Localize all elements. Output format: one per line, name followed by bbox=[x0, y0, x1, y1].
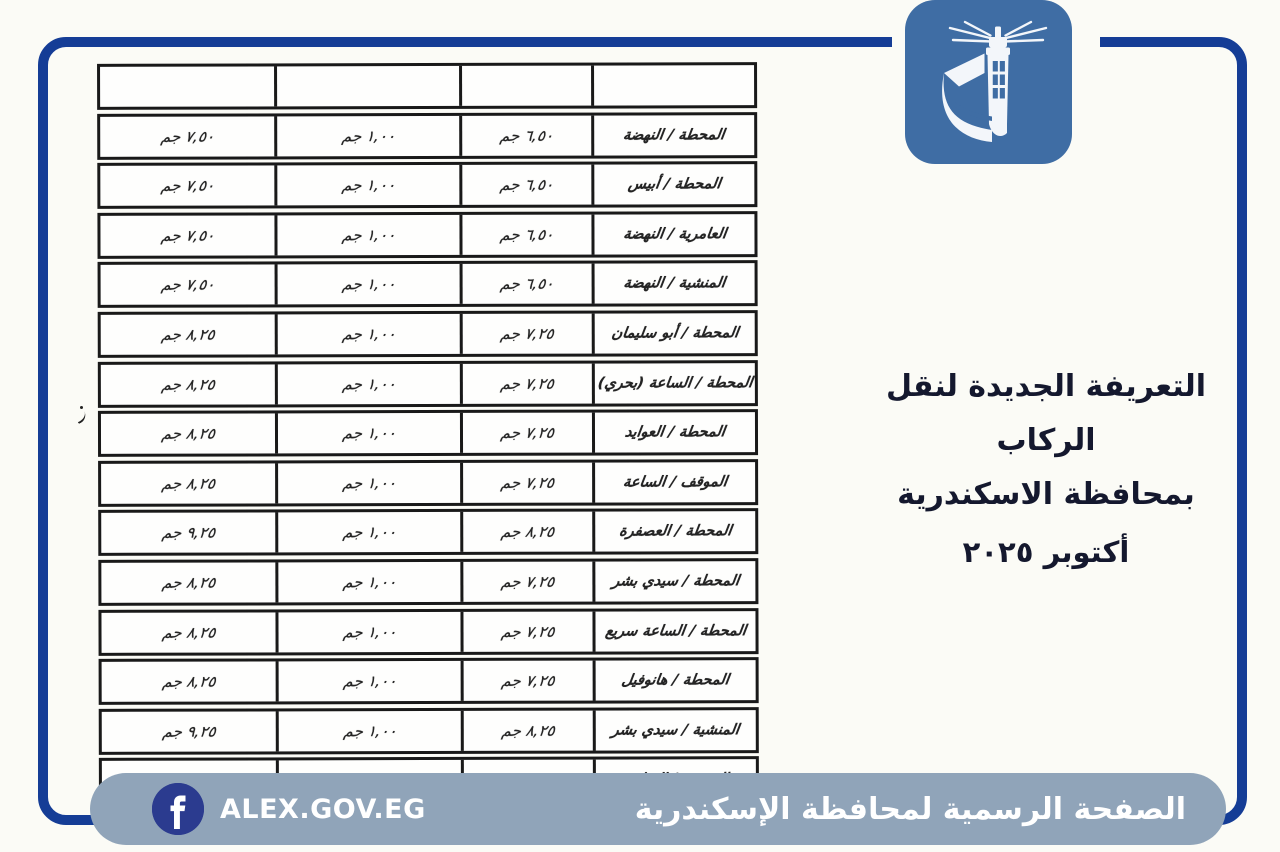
new-fare-cell bbox=[102, 662, 279, 702]
new-fare-value: ٨,٢٥ جم bbox=[160, 573, 217, 592]
route-name: المحطة / الساعة سريع bbox=[604, 622, 747, 640]
new-fare-cell bbox=[101, 364, 278, 404]
old-fare-cell bbox=[464, 661, 596, 701]
increase-value: ١,٠٠ جم bbox=[341, 622, 398, 641]
route-name: المحطة / العصفرة bbox=[618, 523, 733, 540]
increase-cell bbox=[278, 562, 463, 602]
old-fare-value: ٦,٥٠ جم bbox=[498, 126, 555, 145]
old-fare-value: ٦,٥٠ جم bbox=[499, 175, 555, 195]
old-fare-value: ٦,٥٠ جم bbox=[499, 275, 555, 294]
increase-cell bbox=[278, 314, 463, 354]
table-row bbox=[97, 161, 757, 209]
old-fare-value: ٨,٢٥ جم bbox=[500, 523, 556, 542]
table-row bbox=[97, 62, 757, 110]
increase-cell bbox=[278, 611, 463, 651]
route-cell bbox=[595, 611, 755, 651]
increase-cell bbox=[277, 215, 462, 255]
route-cell bbox=[594, 65, 754, 105]
headline-line-1: التعريفة الجديدة لنقل الركاب bbox=[885, 369, 1206, 458]
route-cell bbox=[594, 164, 754, 204]
lighthouse-icon bbox=[914, 7, 1064, 157]
route-name: المحطة / النهضة bbox=[622, 126, 726, 144]
table-row bbox=[97, 211, 757, 259]
route-name: المحطة / هانوفيل bbox=[620, 672, 731, 689]
route-name: المنشية / سيدي بشر bbox=[611, 721, 741, 739]
increase-cell bbox=[278, 363, 463, 403]
increase-cell bbox=[277, 165, 462, 205]
new-fare-value: ٨,٢٥ جم bbox=[160, 672, 217, 691]
increase-cell bbox=[277, 116, 462, 156]
new-fare-cell bbox=[100, 116, 277, 156]
old-fare-value: ٧,٢٥ جم bbox=[500, 622, 556, 641]
old-fare-cell bbox=[463, 413, 595, 453]
headline bbox=[848, 360, 1244, 572]
increase-value: ١,٠٠ جم bbox=[340, 275, 397, 294]
route-name: المحطة / العوايد bbox=[623, 424, 727, 441]
tariff-table bbox=[97, 62, 763, 808]
new-fare-cell bbox=[101, 612, 278, 652]
route-name: المحطة / أبو سليمان bbox=[610, 325, 740, 342]
table-row bbox=[99, 707, 759, 755]
increase-value: ١,٠٠ جم bbox=[341, 672, 398, 691]
increase-value: ١,٠٠ جم bbox=[340, 126, 396, 145]
new-fare-value: ٧,٥٠ جم bbox=[159, 275, 216, 295]
old-fare-value: ٧,٢٥ جم bbox=[499, 423, 556, 442]
increase-cell bbox=[278, 463, 463, 503]
increase-value: ١,٠٠ جم bbox=[342, 721, 398, 740]
increase-cell bbox=[279, 661, 464, 701]
old-fare-cell bbox=[463, 512, 595, 552]
table-row bbox=[98, 558, 758, 606]
new-fare-value: ٧,٥٠ جم bbox=[159, 226, 216, 245]
new-fare-value: ٩,٢٥ جم bbox=[160, 523, 216, 543]
route-name: المنشية / النهضة bbox=[622, 275, 727, 292]
route-cell bbox=[595, 363, 755, 403]
old-fare-cell bbox=[464, 710, 596, 750]
new-fare-cell bbox=[101, 463, 278, 503]
route-cell bbox=[594, 115, 754, 155]
facebook-icon bbox=[152, 783, 204, 835]
headline-line-2: بمحافظة الاسكندرية bbox=[897, 477, 1195, 512]
increase-cell bbox=[278, 264, 463, 304]
new-fare-cell bbox=[100, 215, 277, 255]
increase-value: ١,٠٠ جم bbox=[340, 225, 397, 245]
old-fare-value: ٧,٢٥ جم bbox=[499, 473, 556, 492]
new-fare-value: ٧,٥٠ جم bbox=[159, 127, 215, 146]
table-row bbox=[98, 360, 758, 408]
increase-cell bbox=[279, 711, 464, 751]
footer-bar bbox=[90, 773, 1226, 845]
table-row bbox=[98, 459, 758, 507]
new-fare-value: ٨,٢٥ جم bbox=[160, 623, 217, 642]
increase-value: ١,٠٠ جم bbox=[340, 325, 397, 344]
website-label: ALEX.GOV.EG bbox=[220, 793, 426, 825]
route-name: العامرية / النهضة bbox=[622, 226, 727, 243]
old-fare-value: ٧,٢٥ جم bbox=[500, 572, 556, 591]
route-cell bbox=[595, 561, 755, 601]
old-fare-cell bbox=[462, 214, 594, 254]
new-fare-cell bbox=[100, 66, 277, 106]
route-cell bbox=[595, 264, 755, 304]
old-fare-cell bbox=[463, 264, 595, 304]
new-fare-cell bbox=[101, 265, 278, 305]
route-cell bbox=[595, 412, 755, 452]
increase-value: ١,٠٠ جم bbox=[341, 523, 397, 542]
route-name: الموقف / الساعة bbox=[622, 473, 729, 491]
table-row bbox=[97, 112, 757, 160]
route-cell bbox=[596, 710, 756, 750]
route-cell bbox=[594, 214, 754, 254]
old-fare-value: ٦,٥٠ جم bbox=[499, 225, 555, 244]
route-name: المحطة / أبيس bbox=[627, 176, 722, 193]
increase-value: ١,٠٠ جم bbox=[341, 374, 397, 393]
new-fare-value: ٩,٢٥ جم bbox=[161, 722, 217, 741]
route-name: المحطة / الساعة (بحري) bbox=[596, 374, 754, 392]
old-fare-value: ٧,٢٥ جم bbox=[500, 671, 556, 690]
scan-ink-mark bbox=[76, 406, 87, 422]
new-fare-value: ٨,٢٥ جم bbox=[160, 375, 216, 394]
new-fare-cell bbox=[101, 414, 278, 454]
headline-date: أكتوبر ٢٠٢٥ bbox=[962, 535, 1130, 569]
new-fare-value: ٧,٥٠ جم bbox=[159, 176, 216, 195]
old-fare-cell bbox=[463, 314, 595, 354]
old-fare-cell bbox=[462, 165, 594, 205]
new-fare-value: ٨,٢٥ جم bbox=[160, 424, 216, 443]
new-fare-cell bbox=[102, 711, 279, 751]
new-fare-cell bbox=[101, 513, 278, 553]
table-row bbox=[98, 261, 758, 309]
increase-value: ١,٠٠ جم bbox=[341, 573, 398, 592]
table-row bbox=[98, 310, 758, 358]
new-fare-value: ٨,٢٥ جم bbox=[160, 474, 216, 493]
increase-value: ١,٠٠ جم bbox=[340, 176, 397, 195]
old-fare-cell bbox=[463, 462, 595, 502]
table-row bbox=[98, 608, 758, 656]
official-page-label: الصفحة الرسمية لمحافظة الإسكندرية bbox=[634, 791, 1186, 827]
increase-value: ١,٠٠ جم bbox=[341, 473, 397, 492]
increase-value: ١,٠٠ جم bbox=[341, 424, 397, 443]
table-row bbox=[99, 657, 759, 705]
old-fare-cell bbox=[463, 562, 595, 602]
route-cell bbox=[595, 462, 755, 502]
old-fare-value: ٧,٢٥ جم bbox=[499, 324, 555, 343]
table-row bbox=[98, 508, 758, 556]
old-fare-cell bbox=[462, 115, 594, 155]
old-fare-value: ٨,٢٥ جم bbox=[500, 721, 556, 740]
new-fare-cell bbox=[101, 314, 278, 354]
old-fare-cell bbox=[462, 66, 594, 106]
route-cell bbox=[595, 313, 755, 353]
new-fare-value: ٨,٢٥ جم bbox=[159, 325, 216, 344]
old-fare-value: ٧,٢٥ جم bbox=[499, 374, 556, 393]
alexandria-governorate-logo bbox=[905, 0, 1072, 164]
new-fare-cell bbox=[101, 562, 278, 602]
old-fare-cell bbox=[463, 363, 595, 403]
increase-cell bbox=[278, 512, 463, 552]
new-fare-cell bbox=[100, 166, 277, 206]
route-name: المحطة / سيدي بشر bbox=[610, 573, 740, 590]
increase-cell bbox=[277, 66, 462, 106]
route-cell bbox=[595, 511, 755, 551]
increase-cell bbox=[278, 413, 463, 453]
route-cell bbox=[596, 660, 756, 700]
old-fare-cell bbox=[463, 611, 595, 651]
table-row bbox=[98, 409, 758, 457]
